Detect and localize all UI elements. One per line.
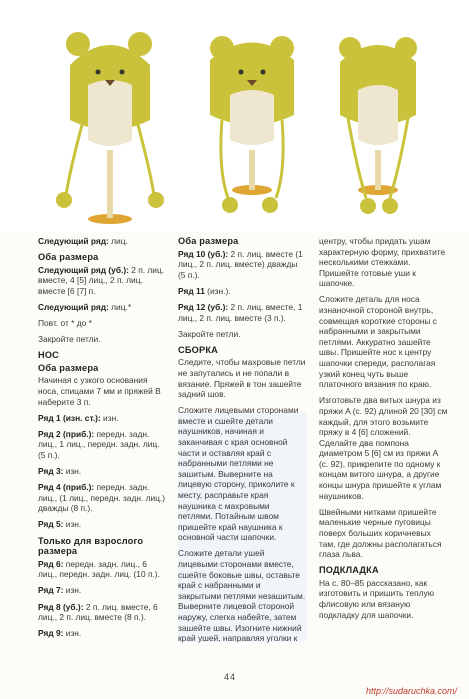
paragraph-text: Изготовьте два витых шнура из пряжи A (с. 92) длиной 20 [30] см каждый, для этого возьмите пряжу в 4 [6] сложений. Сделайте два помпона диаметром 5 [6] см из пряжи A (с. 92), прикрепите по одному к концам витого шнура, а другие концы шнура пришейте к углам наушников. xyxy=(319,395,448,501)
paragraph-text: изн. xyxy=(100,412,119,423)
paragraph-text: изн. xyxy=(63,628,82,639)
row-label: Ряд 3: xyxy=(38,466,64,477)
row-label: Ряд 4 (приб.): xyxy=(38,482,95,493)
column-3 xyxy=(319,236,449,626)
paragraph-text: Сложите деталь для носа изнаночной стороной внутрь, совмещая короткие стороны с набранными и закрытыми петлями. Аккуратно зашейте швы. Пришейте нос к центру шапочки спереди, располагая узкий конец чуть выше платочного вязания по краю. xyxy=(319,294,437,390)
instruction-paragraph xyxy=(38,602,166,623)
instruction-paragraph xyxy=(319,578,449,620)
paragraph-text: изн. xyxy=(63,519,82,530)
instruction-paragraph xyxy=(38,628,166,639)
paragraph-text: лиц. xyxy=(108,236,128,246)
row-label: Ряд 11 xyxy=(178,285,205,296)
row-label: Ряд 7: xyxy=(38,585,64,596)
hat-photos xyxy=(0,0,469,232)
paragraph-text: изн. xyxy=(63,585,82,596)
row-label: Ряд 6: xyxy=(38,558,64,569)
paragraph-text: 2 п. лиц. вместе, 6 лиц., 2 п. лиц. вместе (8 п.). xyxy=(38,601,158,623)
instruction-paragraph xyxy=(178,357,306,399)
instruction-paragraph xyxy=(38,559,166,580)
instruction-paragraph xyxy=(38,429,166,461)
instruction-paragraph xyxy=(178,302,306,323)
paragraph-text: передн. задн. лиц., 1 лиц., передн. задн. лиц. (5 п.). xyxy=(38,428,160,460)
section-heading: Только для взрослого размера xyxy=(38,535,144,557)
instruction-paragraph xyxy=(38,375,166,407)
instruction-paragraph xyxy=(178,249,306,281)
row-label: Ряд 8 (уб.): xyxy=(38,601,84,612)
instruction-paragraph xyxy=(319,236,449,289)
instruction-paragraph xyxy=(178,405,306,543)
paragraph-text: лиц.* xyxy=(108,301,132,312)
column-2 xyxy=(178,236,306,649)
instruction-paragraph xyxy=(38,236,166,247)
instruction-paragraph xyxy=(178,329,306,340)
page-number: 44 xyxy=(224,672,237,682)
row-label: Следующий ряд: xyxy=(38,301,109,312)
section-heading: ПОДКЛАДКА xyxy=(319,565,379,576)
instruction-paragraph xyxy=(38,413,166,424)
instruction-paragraph xyxy=(319,507,449,560)
instruction-paragraph xyxy=(38,318,166,329)
paragraph-text: центру, чтобы придать ушам характерную форму, прихватите несколькими стежками. Пришейте готовые уши к шапочке. xyxy=(319,236,446,289)
paragraph-text: Сложите лицевыми сторонами вместе и сшейте детали наушников, начиная и заканчивая с края основной части и оставляя край с набранными петлями не зашитым. Выверните на лицевую сторону, приколите к месту, расправьте края наушника с махровыми петлями. Потайным швом пришейте край наушника к основной части шапочки. xyxy=(178,405,299,543)
paragraph-text: Сложите детали ушей лицевыми сторонами вместе, сшейте боковые швы, оставьте край с набранными и закрытыми петлями незашитым. Выверните лицевой стороной наружу, слегка набейте, затем зашейте швы. Изогните нижний край ушей, направляя уголки к xyxy=(178,548,306,644)
row-label: Ряд 2 (приб.): xyxy=(38,428,95,439)
instruction-paragraph xyxy=(38,265,166,297)
paragraph-text: На с. 80–85 рассказано, как изготовить и пришить теплую флисовую или вязаную подкладку для шапочки. xyxy=(319,577,435,620)
instruction-paragraph xyxy=(38,519,166,530)
paragraph-text: Закройте петли. xyxy=(178,328,241,339)
paragraph-text: изн. xyxy=(63,466,82,477)
paragraph-text: Следите, чтобы махровые петли не запутались и не попали в вязание. Пряжей в тон зашейте задний шов. xyxy=(178,357,306,400)
instruction-paragraph xyxy=(38,334,166,345)
section-heading: Оба размера xyxy=(38,252,99,263)
paragraph-text: (изн.). xyxy=(204,285,231,296)
paragraph-text: 2 п. лиц. вместе, 1 лиц., 2 п. лиц. вместе (3 п.). xyxy=(178,301,303,323)
instruction-paragraph xyxy=(38,466,166,477)
instruction-paragraph xyxy=(38,482,166,514)
paragraph-text: передн. задн. лиц., (1 лиц., передн. задн. лиц.) дважды (8 п.). xyxy=(38,482,166,514)
instruction-paragraph xyxy=(178,548,306,643)
row-label: Следующий ряд: xyxy=(38,236,109,246)
row-label: Следующий ряд (уб.): xyxy=(38,264,129,275)
paragraph-text: Повт. от * до * xyxy=(38,318,92,329)
instruction-paragraph xyxy=(38,302,166,313)
section-heading: Оба размера xyxy=(38,362,99,373)
row-label: Ряд 5: xyxy=(38,519,64,530)
paragraph-text: Швейными нитками пришейте маленькие черные пуговицы поверх больших коричневых там, где должны располагаться глаза льва. xyxy=(319,506,442,560)
row-label: Ряд 12 (уб.): xyxy=(178,301,229,312)
section-heading: Оба размера xyxy=(178,236,239,246)
row-label: Ряд 9: xyxy=(38,628,64,639)
section-heading: НОС xyxy=(38,350,60,361)
instruction-paragraph xyxy=(178,286,306,297)
section-heading: СБОРКА xyxy=(178,344,218,355)
instruction-paragraph xyxy=(38,585,166,596)
column-1 xyxy=(38,236,166,644)
paragraph-text: 2 п. лиц. вместе, 4 [5] лиц., 2 п. лиц. вместе [6 [7] п. xyxy=(38,264,165,296)
site-watermark: http://sudaruchka.com/ xyxy=(366,686,458,696)
paragraph-text: 2 п. лиц. вместе (1 лиц., 2 п. лиц. вместе) дважды (5 п.). xyxy=(178,248,303,280)
paragraph-text: Закройте петли. xyxy=(38,334,101,345)
instruction-paragraph xyxy=(319,294,449,389)
row-label: Ряд 1 (изн. ст.): xyxy=(38,412,101,423)
paragraph-text: Начиная с узкого основания носа, спицами 7 мм и пряжей B наберите 3 п. xyxy=(38,375,161,407)
row-label: Ряд 10 (уб.): xyxy=(178,248,229,259)
paragraph-text: передн. задн. лиц., 6 лиц., передн. задн. лиц. (10 п.). xyxy=(38,558,160,580)
instruction-paragraph xyxy=(319,395,449,501)
